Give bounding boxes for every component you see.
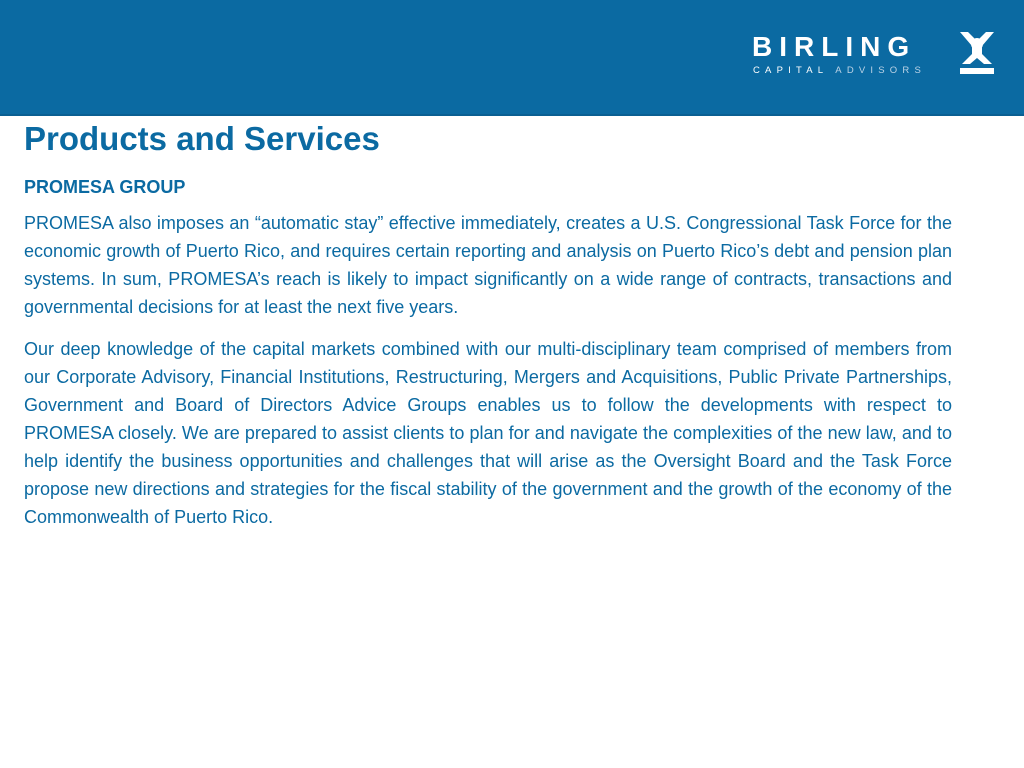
logo-tagline-primary: CAPITAL [753,65,828,76]
body-paragraph: PROMESA also imposes an “automatic stay” effective immediately, creates a U.S. Congressional Task Force for the economic growth of Puerto Rico, and requires certain reporting and analysis on Puerto Rico’s debt and pension plan systems. In sum, PROMESA’s reach is likely to impact significantly on a wide range of contracts, transactions and governmental decisions for at least the next five years. [24,213,952,317]
company-logo [752,26,1002,86]
header-band [0,0,1024,116]
section-subtitle: PROMESA GROUP [24,177,186,197]
logo-tagline-secondary: ADVISORS [835,65,926,76]
logo-tagline [753,65,926,77]
figure-icon [956,28,998,76]
body-paragraph: Our deep knowledge of the capital markets combined with our multi-disciplinary team comprised of members from our Corporate Advisory, Financial Institutions, Restructuring, Mergers and Acquisitions, Public Private Partnerships, Government and Board of Directors Advice Groups enables us to follow the developments with respect to PROMESA closely. We are prepared to assist clients to plan for and navigate the complexities of the new law, and to help identify the business opportunities and challenges that will arise as the Oversight Board and the Task Force propose new directions and strategies for the fiscal stability of the government and the growth of the economy of the Commonwealth of Puerto Rico. [24,339,952,527]
page-title: Products and Services [24,120,380,157]
main-content [24,116,952,531]
logo-wordmark: BIRLING [752,31,917,62]
